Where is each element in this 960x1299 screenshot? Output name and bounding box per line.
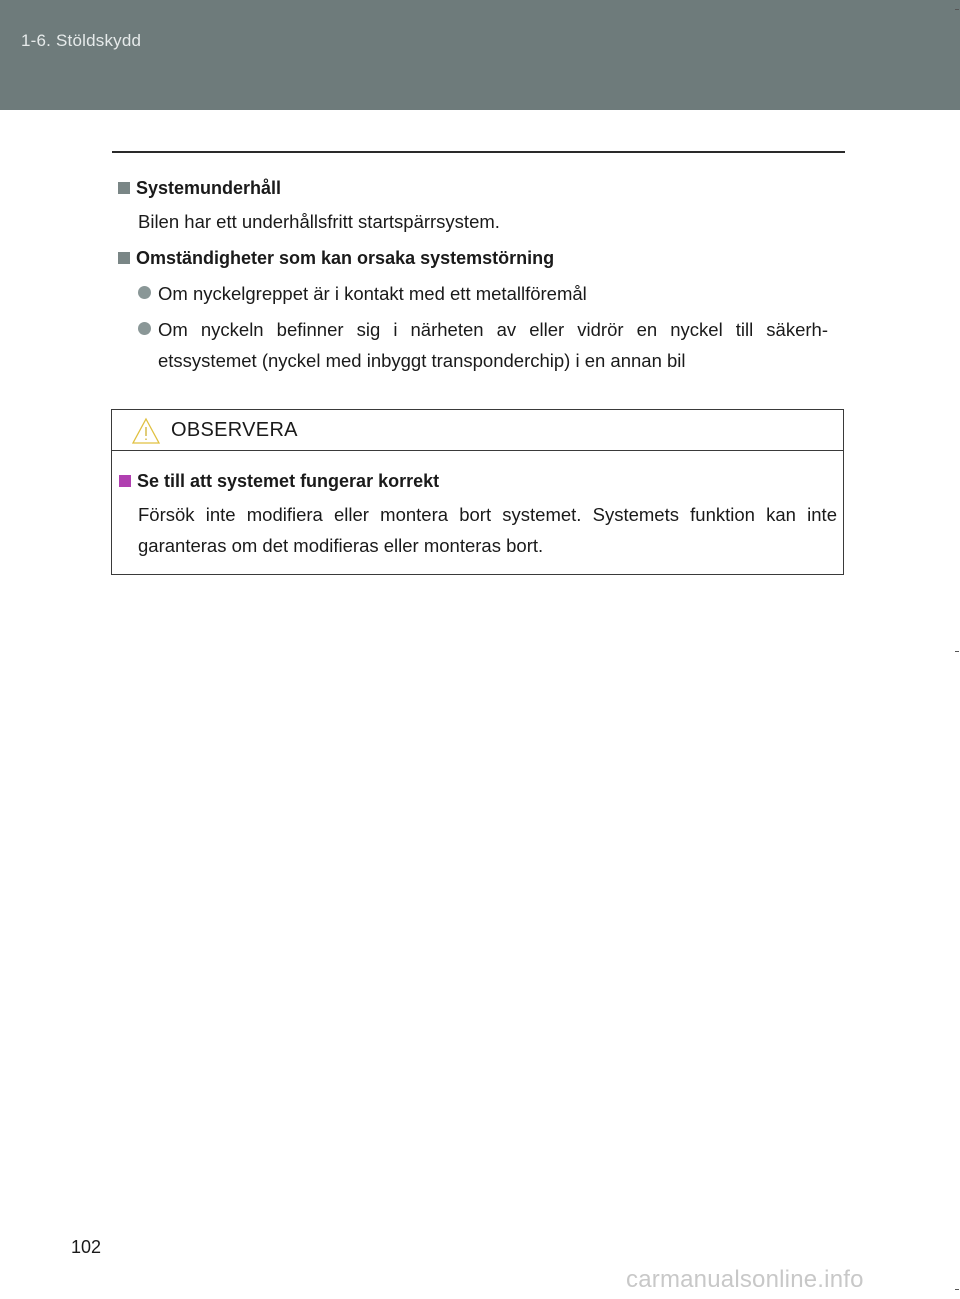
section-title: 1-6. Stöldskydd <box>21 31 142 50</box>
page-header <box>0 0 960 110</box>
list-item <box>138 314 828 376</box>
circle-bullet-icon <box>138 322 151 335</box>
section-heading-maintenance <box>118 176 281 200</box>
circle-bullet-icon <box>138 286 151 299</box>
square-bullet-icon <box>119 475 131 487</box>
maintenance-text: Bilen har ett underhållsfritt startspärrsystem. <box>138 211 500 232</box>
page-number: 102 <box>71 1237 102 1257</box>
caution-heading <box>119 469 439 493</box>
square-bullet-icon <box>118 182 130 194</box>
crop-mark <box>955 9 959 10</box>
list-item-text: Om nyckelgreppet är i kontakt med ett metallföremål <box>158 283 587 304</box>
caution-text: Försök inte modifiera eller montera bort systemet. Systemets funktion kan inte garanteras om det modifieras eller monteras bort. <box>138 504 837 556</box>
watermark: carmanualsonline.info <box>626 1266 864 1293</box>
list-item <box>138 278 828 309</box>
section-heading-malfunction <box>118 246 554 270</box>
caution-header <box>112 410 843 451</box>
warning-triangle-icon <box>131 417 161 445</box>
crop-mark <box>955 651 959 652</box>
caution-heading-text: Se till att systemet fungerar korrekt <box>137 471 440 491</box>
heading-text: Omständigheter som kan orsaka systemstörning <box>136 248 555 268</box>
square-bullet-icon <box>118 252 130 264</box>
list-item-text: Om nyckeln befinner sig i närheten av eller vidrör en nyckel till säkerh-etssystemet (nyckel med inbyggt transponderchip) i en annan bil <box>158 319 828 371</box>
crop-mark <box>955 1289 959 1290</box>
heading-text: Systemunderhåll <box>136 178 282 198</box>
caution-title: OBSERVERA <box>171 419 298 441</box>
caution-box <box>111 409 844 575</box>
section-divider <box>112 151 845 153</box>
